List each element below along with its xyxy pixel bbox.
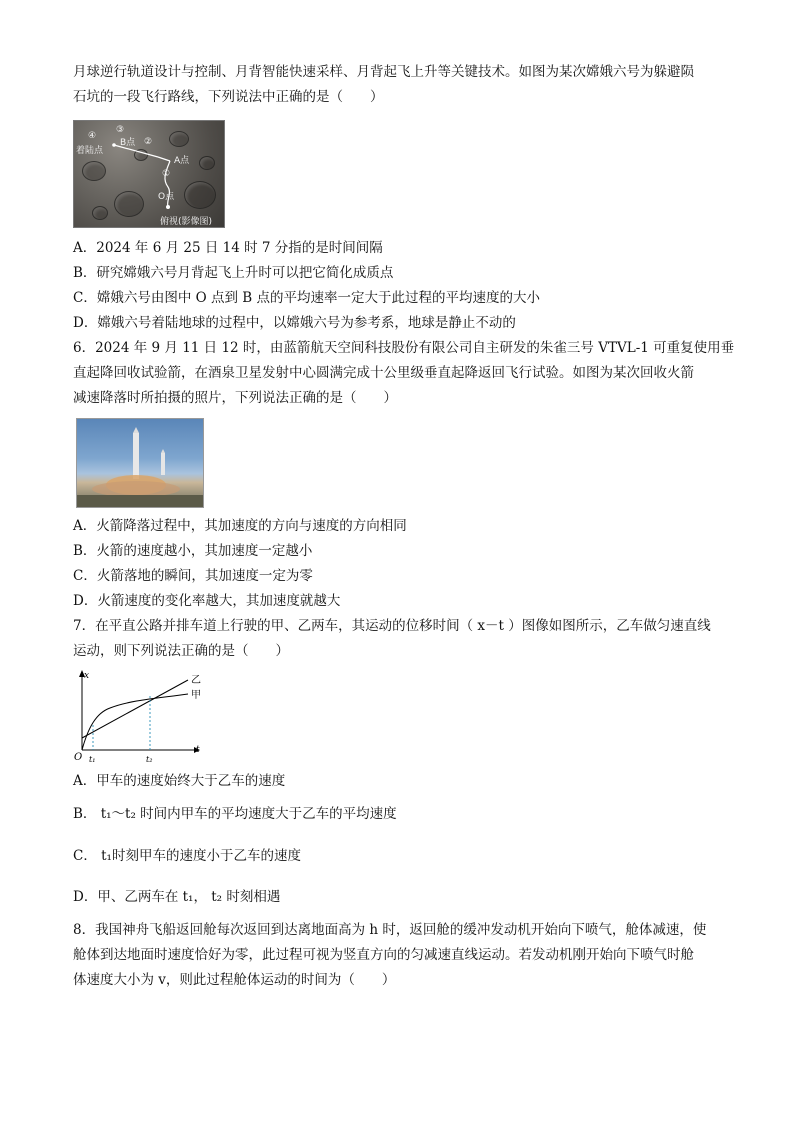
label-B: B点 bbox=[120, 138, 136, 148]
rocket-landing-photo bbox=[76, 418, 204, 508]
q7-option-a: A．甲车的速度始终大于乙车的速度 bbox=[73, 773, 286, 789]
label-O: O点 bbox=[158, 192, 175, 202]
series-yi-label: 乙 bbox=[191, 675, 201, 686]
q5-option-c: C．嫦娥六号由图中 O 点到 B 点的平均速率一定大于此过程的平均速度的大小 bbox=[73, 290, 540, 306]
q5-stem-line-1: 月球逆行轨道设计与控制、月背智能快速采样、月背起飞上升等关键技术。如图为某次嫦娥六号为躲避陨 bbox=[73, 64, 694, 80]
label-4: ④ bbox=[88, 131, 97, 141]
label-landing: 着陆点 bbox=[76, 146, 104, 156]
q7-option-d: D．甲、乙两车在 t₁， t₂ 时刻相遇 bbox=[73, 889, 281, 905]
label-2: ② bbox=[144, 137, 153, 147]
q7-stem-line-1: 7．在平直公路并排车道上行驶的甲、乙两车，其运动的位移时间（ x－t ）图像如图所示，乙车做匀速直线 bbox=[73, 618, 711, 634]
image-caption: 俯视(影像图) bbox=[160, 217, 213, 227]
q8-stem-line-2: 舱体到达地面时速度恰好为零，此过程可视为竖直方向的匀减速直线运动。若发动机刚开始向下喷气时舱 bbox=[73, 947, 694, 963]
series-jia-label: 甲 bbox=[191, 690, 201, 701]
q8-stem-line-3: 体速度大小为 v，则此过程舱体运动的时间为（ ） bbox=[73, 972, 396, 988]
q8-stem-line-1: 8．我国神舟飞船返回舱每次返回到达离地面高为 h 时，返回舱的缓冲发动机开始向下喷气，舱体减速，使 bbox=[73, 922, 707, 938]
q6-option-b: B．火箭的速度越小，其加速度一定越小 bbox=[73, 543, 313, 559]
q7-option-b: B． t₁～t₂ 时间内甲车的平均速度大于乙车的平均速度 bbox=[73, 806, 397, 822]
origin-label: O bbox=[74, 752, 83, 763]
q6-option-c: C．火箭落地的瞬间，其加速度一定为零 bbox=[73, 568, 313, 584]
q5-option-a: A．2024 年 6 月 25 日 14 时 7 分指的是时间间隔 bbox=[73, 240, 383, 256]
label-A: A点 bbox=[174, 156, 190, 166]
moon-flight-path-image bbox=[73, 120, 225, 228]
t2-label: t₂ bbox=[146, 755, 153, 764]
q5-option-d: D．嫦娥六号着陆地球的过程中，以嫦娥六号为参考系，地球是静止不动的 bbox=[73, 315, 516, 331]
label-1: ① bbox=[162, 169, 171, 179]
q7-option-c: C． t₁时刻甲车的速度小于乙车的速度 bbox=[73, 848, 301, 864]
q6-option-a: A．火箭降落过程中，其加速度的方向与速度的方向相同 bbox=[73, 518, 407, 534]
q5-option-b: B．研究嫦娥六号月背起飞上升时可以把它简化成质点 bbox=[73, 265, 394, 281]
q6-stem-line-3: 减速降落时所拍摄的照片，下列说法正确的是（ ） bbox=[73, 390, 397, 406]
q5-stem-line-2: 石坑的一段飞行路线，下列说法中正确的是（ ） bbox=[73, 89, 384, 105]
q6-stem-line-1: 6．2024 年 9 月 11 日 12 时，由蓝箭航天空间科技股份有限公司自主研发的朱雀三号 VTVL-1 可重复使用垂 bbox=[73, 340, 735, 356]
q6-option-d: D．火箭速度的变化率越大，其加速度就越大 bbox=[73, 593, 341, 609]
label-3: ③ bbox=[116, 125, 125, 135]
y-axis-label: x bbox=[84, 671, 90, 681]
x-t-graph bbox=[70, 668, 210, 768]
q6-stem-line-2: 直起降回收试验箭，在酒泉卫星发射中心圆满完成十公里级垂直起降返回飞行试验。如图为某次回收火箭 bbox=[73, 365, 694, 381]
t1-label: t₁ bbox=[89, 755, 96, 764]
q7-stem-line-2: 运动，则下列说法正确的是（ ） bbox=[73, 643, 289, 659]
x-axis-label: t bbox=[196, 745, 200, 755]
